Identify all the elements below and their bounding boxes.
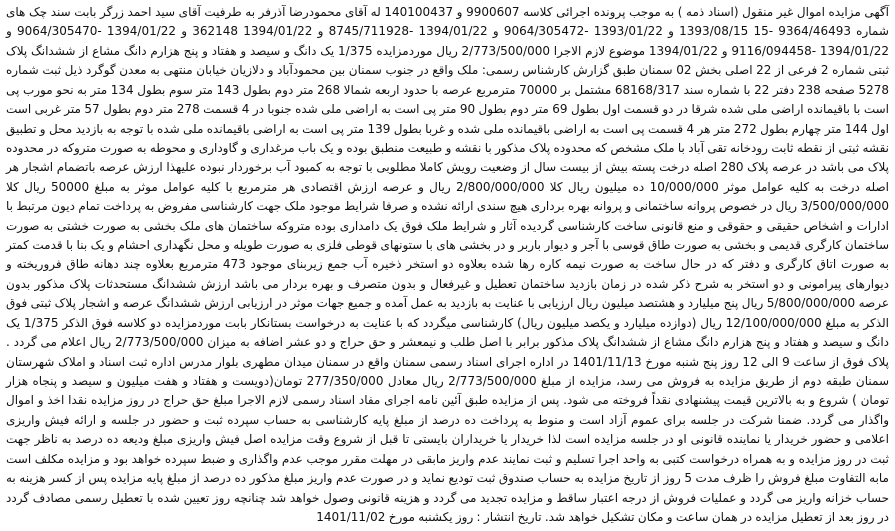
auction-notice-text: آگهی مزایده اموال غیر منقول (اسناد ذمه ) به موجب پرونده اجرائی کلاسه 9900607 و 140100437 له آقای محمودرضا آذرفر به طرفیت آقای سید احمد زرگر بابت سند چک های شماره 9364/46493 -15 1393/08/15 و 1393/01/22 -9064/305472 و 1394/01/22 -8745/711928 و 1394/01/22 362148 و 1394/01/22 -9064/305470 و 1394/01/22 -9116/094458 و 1394/01/22 موضوع لازم الاجرا 2/773/500/000 ریال موردمزایده 1/375 یک دانگ و سیصد و هفتاد و پنج هزارم دانگ مشاع از ششدانگ پلاک ثبتی شماره 2 فرعی از 22 اصلی بخش 02 سمنان طبق گزارش کارشناس رسمی: ملک واقع در جنوب سمنان بین محمودآباد و دلازیان خیابان منتهی به معدن گوگرد ذیل ثبت شماره 5278 صفحه 238 دفتر 22 با شماره سند 68168/317 مشتمل بر 70000 مترمربع عرصه با حدود اربعه شمالا 268 متر دوم بطول 143 متر سوم بطول 134 متر به نحو مورب پی است با باقیمانده اراضی ملی شده شرقا در دو قسمت اول بطول 69 متر دوم بطول 90 متر پی است به اراضی ملی شده جنوبا در 4 قسمت 278 متر دوم بطول 57 متر غربی است اول 144 متر چهارم بطول 272 متر هر 4 قسمت پی است به اراضی باقیمانده ملی شده و غربا بطول 139 متر پی است به اراضی باقیمانده ملی شده با توجه به بازدید محل و تطبیق نقشه ثبتی از نقطه ثابت رودخانه تقی آباد با ملک مشخص که محدوده پلاک مذکور با نقشه و طبیعت منطبق بوده و یک باب مرغداری و گاوداری و محوطه به صورت متروکه در محدوده پلاک می باشد در عرصه پلاک 280 اصله درخت پسته بیش از بیست سال از وضعیت رویش کاملا مطلوبی با توجه به کمبود آب برخوردار نبوده علیهذا ارزش عرصه باتضمام اشجار هر اصله درخت به کلیه عوامل موثر 10/000/000 ده میلیون ریال کلا 2/800/000/000 ریال و عرصه ارزش اقتصادی هر مترمربع با کلیه عوامل موثر به مبلغ 50000 ریال کلا 3/500/000/000 ریال در خصوص پروانه ساختمانی و پروانه بهره برداری هیچ سندی ارائه نشده و صرفا شرایط موجود ملک جهت کارشناسی مفروض به پرداخت تمام دیون مرتبط با ادارات و اشخاص حقیقی و حقوقی و منع قانونی ساخت کارشناسی گردیده آثار و شرایط ملک فوق یک دامداری بوده متروکه ساختمان های ملک بخشی به صورت خشتی به صورت ساختمان کارگری قدیمی و بخشی به صورت طاق قوسی با آجر و دیوار باربر و در بخشی های با ستونهای قوطی فلزی به صورت طویله و محل نگهداری احشام و یک بنا با قدمت کمتر به صورت اتاق کارگری و دفتر که در حال ساخت به صورت نیمه کاره رها شده بعلاوه دو استخر ذخیره آب جمع زیربنای موجود 473 مترمربع بعلاوه چند دهانه طاق فروریخته و دیوارهای پیرامونی و دو استخر به شرح ذکر شده در زمان بازدید ساختمان تعطیل و غیرفعال و بدون متصرف و بهره بردار می باشد ارزش ششدانگ مستحدثات پلاک مذکور بدون عرصه 5/800/000/000 ریال پنج میلیارد و هشتصد میلیون ریال ارزیابی با عنایت به بازدید به عمل آمده و جمیع جهات موثر در ارزیابی ارزش ششدانگ عرصه و اشجار پلاک ثبتی فوق الذکر به مبلغ 12/100/000/000 ریال (دوازده میلیارد و یکصد میلیون ریال) کارشناسی میگردد که با عنایت به درخواست بستانکار بابت موردمزایده دو کلاسه فوق الذکر 1/375 یک دانگ و سیصد و هفتاد و پنج هزارم دانگ مشاع از ششدانگ پلاک مذکور برابر با اصل طلب و نیمعشر و حق حراج و دو عشر اضافه به میزان 2/773/500/000 ریال اعلام می گردد . پلاک فوق از ساعت 9 الی 12 روز پنج شنبه مورخ 1401/11/13 در اداره اجرای اسناد رسمی سمنان واقع در سمنان میدان مطهری بلوار مدرس اداره ثبت اسناد و املاک شهرستان سمنان طبقه دوم از طریق مزایده به فروش می رسد، مزایده از مبلغ 2/773/500/000 ریال معادل 277/350/000 تومان(دویست و هفتاد و هفت میلیون و سیصد و پنجاه هزار تومان ) شروع و به بالاترین قیمت پیشنهادی نقداً فروخته می شود. پس از مزایده طبق آئین نامه اجرای مفاد اسناد رسمی لازم الاجرا مبلغ حق حراج در روز مزایده نقدا اخذ و اموال واگذار می گردد. ضمنا شرکت در جلسه برای عموم آزاد است و منوط به پرداخت ده درصد از مبلغ پایه کارشناسی به حساب سپرده ثبت و حضور در جلسه و ارائه فیش واریزی اعلامی و حضور خریدار یا نماینده قانونی او در جلسه مزایده است لذا خریدار یا خریداران بایستی تا قبل از شروع وقت مزایده اصل فیش واریزی مبلغ ودیعه ده درصد به ناظر جهت ثبت در روز مزایده و به همراه درخواست کتبی به واحد اجرا تسلیم و ثبت نمایند عدم واریز مابقی در مهلت مقرر موجب عدم واگذاری و ضبط سپرده خواهد بود و مزایده مکلف است مابه التفاوت مبلغ فروش را ظرف مدت 5 روز از تاریخ مزایده به حساب صندوق ثبت تودیع نماید و در صورت عدم واریز مبلغ مذکور ده درصد از مبلغ پایه مزایده پس از کسر هزینه به حساب خزانه واریز می گردد و عملیات فروش از درجه اعتبار ساقط و مزایده تجدید می گردد و هزینه قانونی وصول خواهد شد چنانچه روز تعیین شده با تعطیل رسمی مصادف گردد در روز بعد از تعطیل مزایده در همان ساعت و مکان تشکیل خواهد شد. تاریخ انتشار : روز یکشنبه مورخ 1401/11/02 (6, 5, 890, 524)
